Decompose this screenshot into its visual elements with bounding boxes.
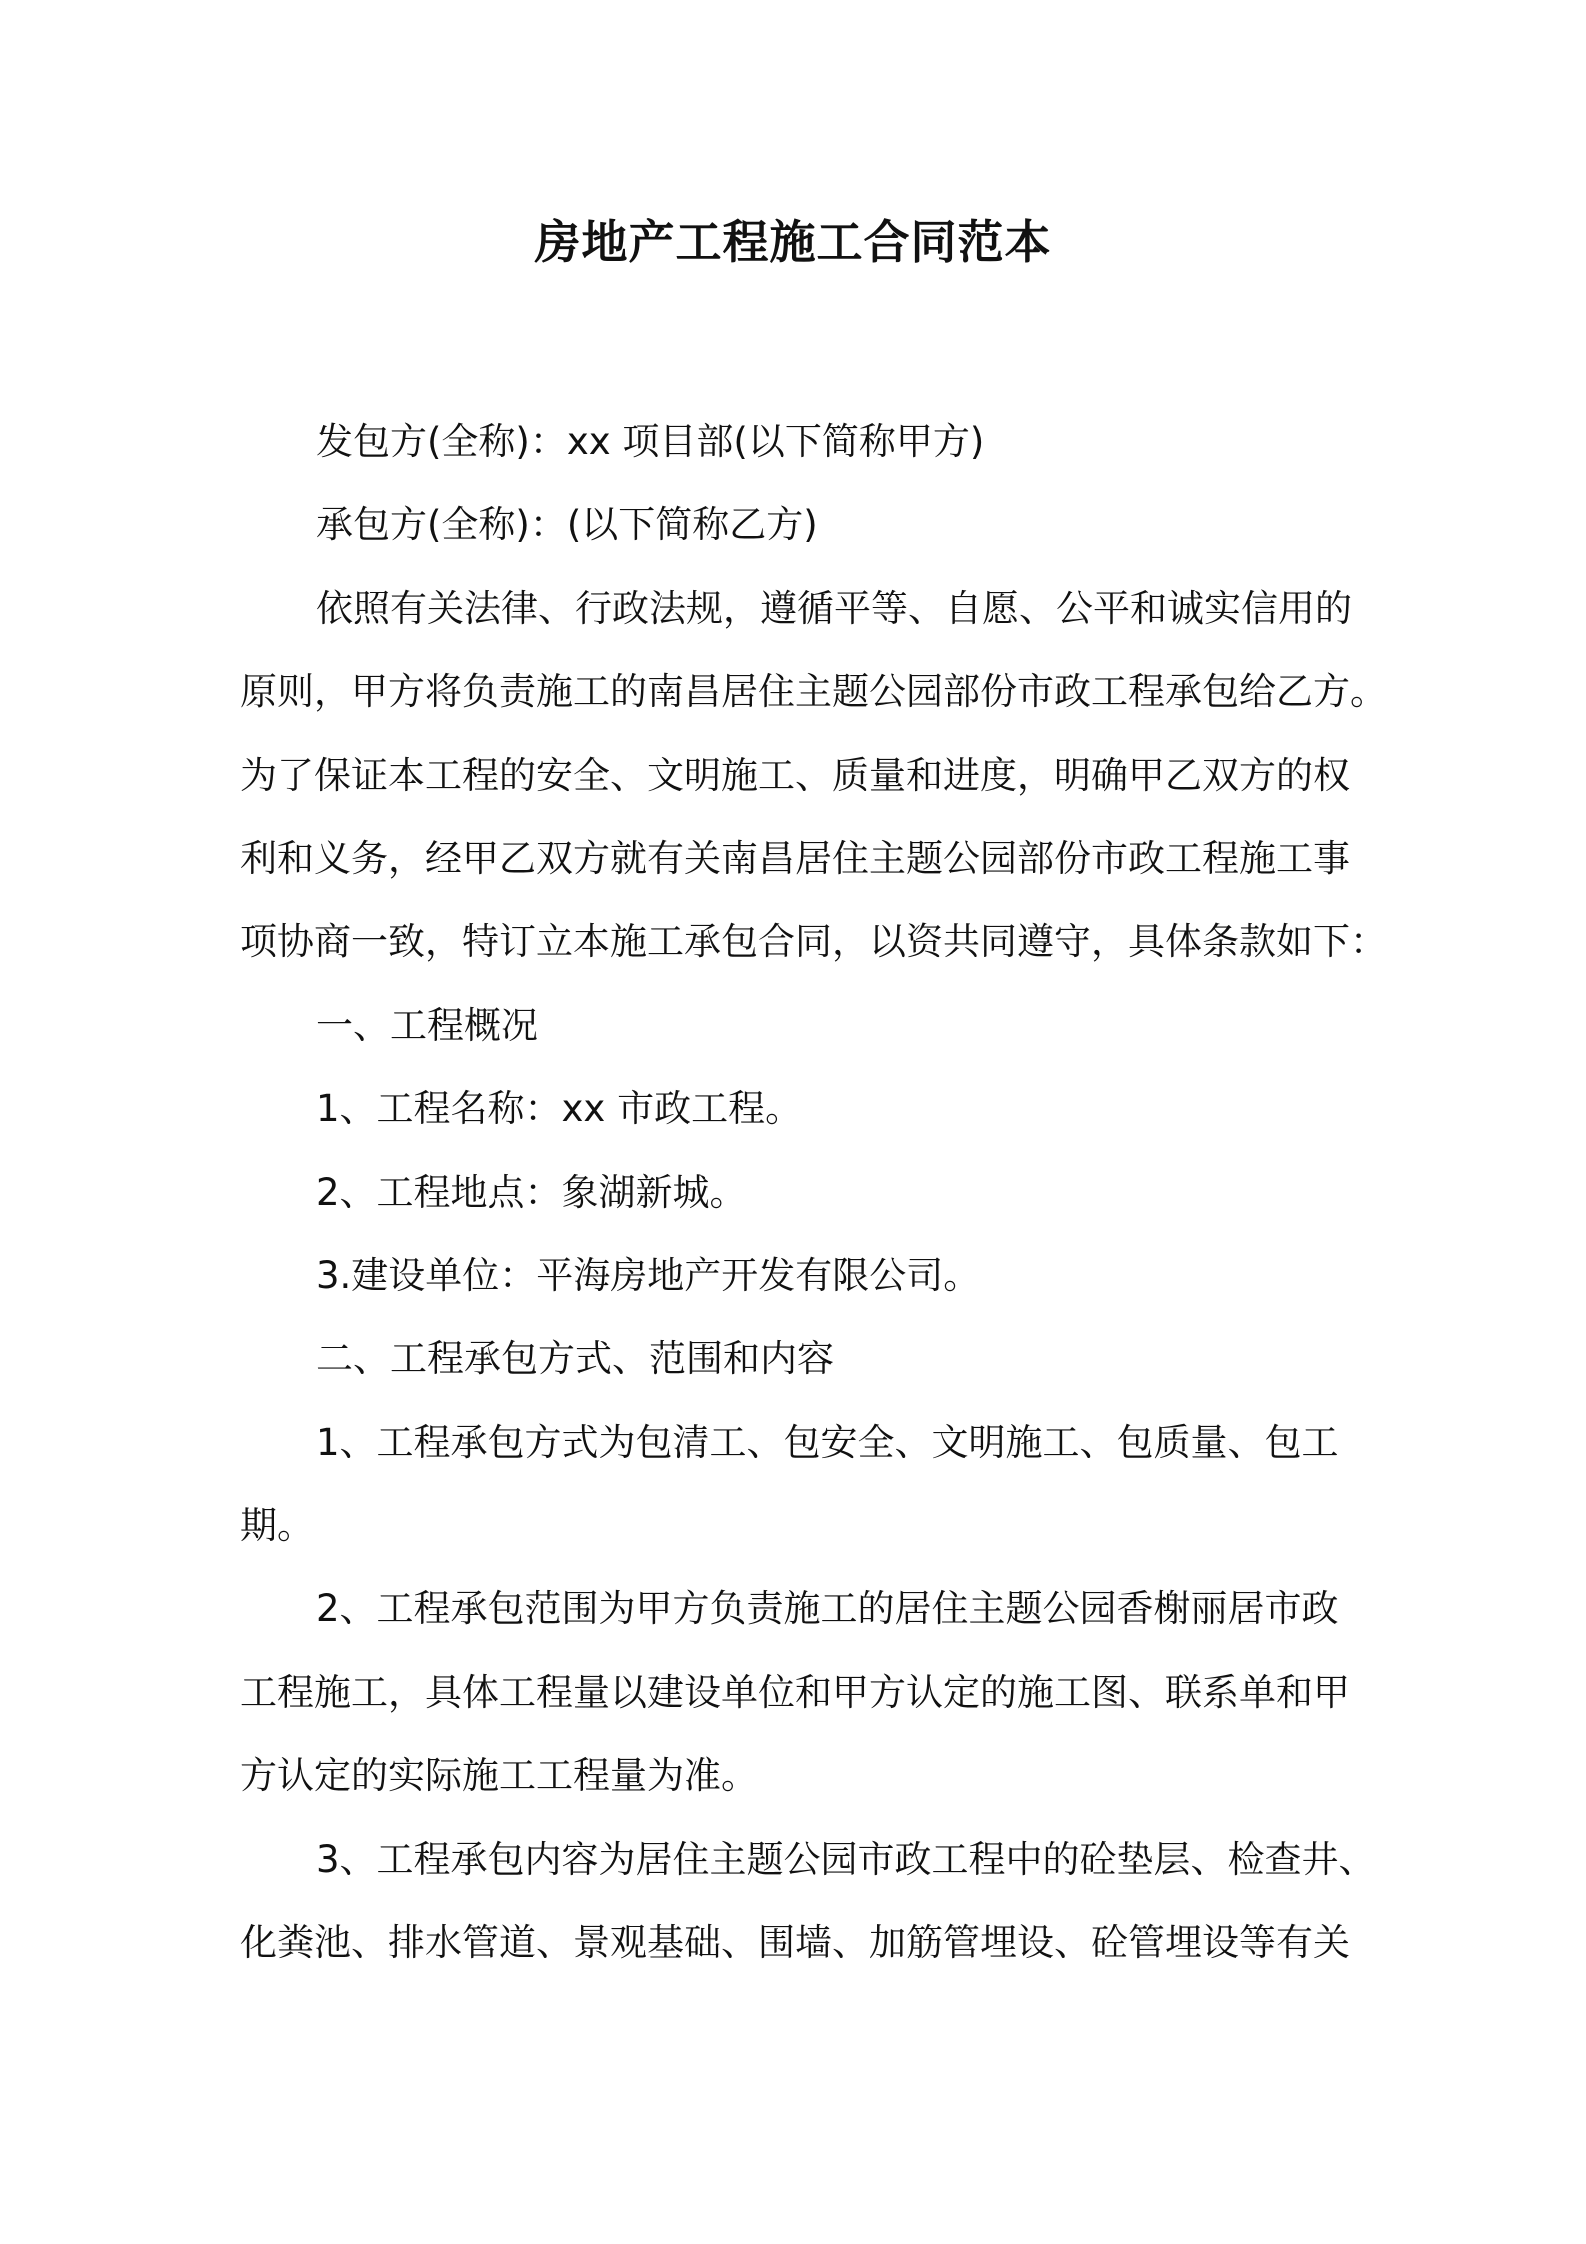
list-item: 2、工程承包范围为甲方负责施工的居住主题公园香榭丽居市政: [316, 1587, 1339, 1631]
paragraph-line-employer: 发包方(全称)：xx 项目部(以下简称甲方): [316, 420, 985, 463]
list-item: 3.建设单位：平海房地产开发有限公司。: [316, 1253, 981, 1297]
section-heading-overview: 一、工程概况: [316, 1003, 538, 1047]
paragraph-line: 方认定的实际施工工程量为准。: [240, 1754, 758, 1798]
paragraph-line: 为了保证本工程的安全、文明施工、质量和进度，明确甲乙双方的权: [240, 753, 1350, 797]
paragraph-line: 依照有关法律、行政法规，遵循平等、自愿、公平和诚实信用的: [316, 586, 1352, 630]
list-item: 1、工程承包方式为包清工、包安全、文明施工、包质量、包工: [316, 1420, 1339, 1464]
paragraph-line: 工程施工，具体工程量以建设单位和甲方认定的施工图、联系单和甲: [240, 1670, 1350, 1714]
document-body: [240, 400, 1387, 1984]
paragraph-line-contractor: 承包方(全称)：(以下简称乙方): [316, 503, 818, 547]
paragraph-line: 原则，甲方将负责施工的南昌居住主题公园部份市政工程承包给乙方。: [240, 670, 1387, 714]
paragraph-line: 化粪池、排水管道、景观基础、围墙、加筋管埋设、砼管埋设等有关: [240, 1921, 1350, 1965]
list-item: 3、工程承包内容为居住主题公园市政工程中的砼垫层、检查井、: [316, 1837, 1376, 1881]
section-heading-scope: 二、工程承包方式、范围和内容: [316, 1337, 834, 1381]
document-title: 房地产工程施工合同范本: [534, 215, 1052, 269]
paragraph-line: 项协商一致，特订立本施工承包合同，以资共同遵守，具体条款如下：: [240, 920, 1387, 964]
list-item: 2、工程地点：象湖新城。: [316, 1170, 747, 1214]
paragraph-line: 利和义务，经甲乙双方就有关南昌居住主题公园部份市政工程施工事: [240, 836, 1350, 880]
paragraph-line: 期。: [240, 1504, 314, 1548]
list-item: 1、工程名称：xx 市政工程。: [316, 1087, 803, 1131]
